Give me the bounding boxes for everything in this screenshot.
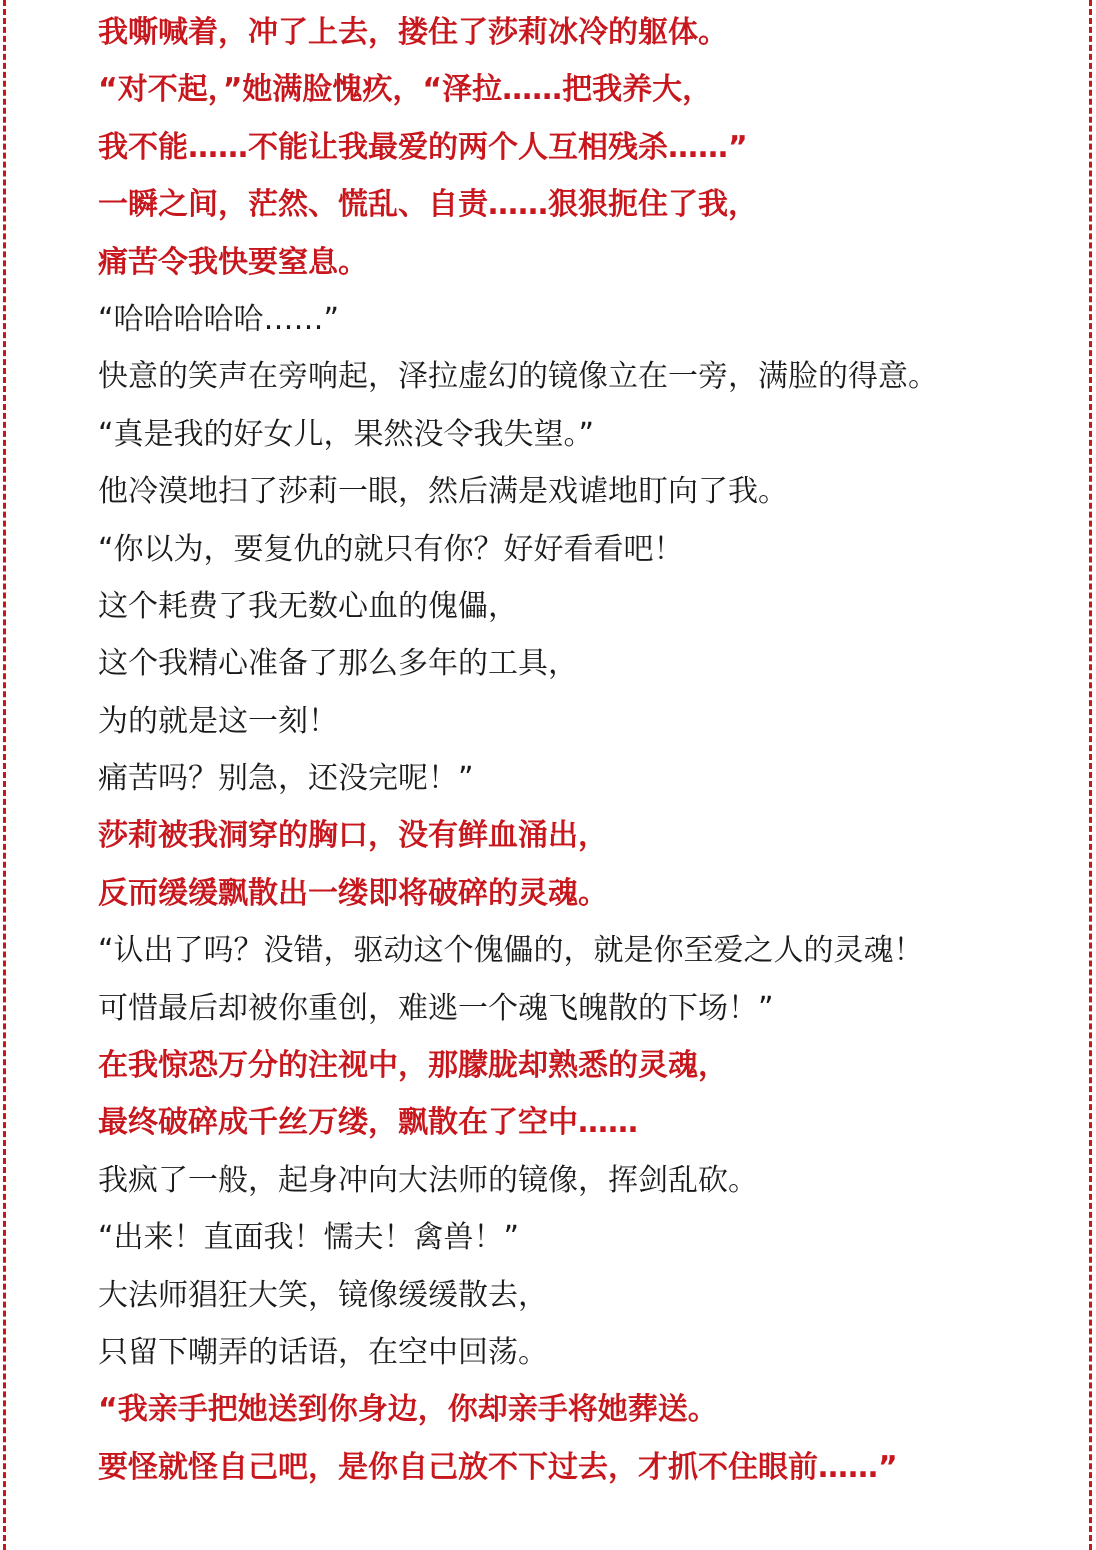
- text-line: 快意的笑声在旁响起，泽拉虚幻的镜像立在一旁，满脸的得意。: [98, 359, 938, 395]
- left-dashed-border: [3, 0, 6, 1550]
- text-line: 大法师猖狂大笑，镜像缓缓散去，: [98, 1277, 548, 1313]
- text-line: 要怪就怪自己吧，是你自己放不下过去，才抓不住眼前……”: [98, 1449, 898, 1485]
- text-line: “真是我的好女儿，果然没令我失望。”: [98, 416, 595, 452]
- text-line: 这个耗费了我无数心血的傀儡，: [98, 588, 518, 624]
- text-line: 痛苦令我快要窒息。: [98, 244, 368, 280]
- text-line: “认出了吗？没错，驱动这个傀儡的，就是你至爱之人的灵魂！: [98, 933, 924, 969]
- text-line: 痛苦吗？别急，还没完呢！”: [98, 761, 474, 797]
- text-line: 我疯了一般，起身冲向大法师的镜像，挥剑乱砍。: [98, 1162, 758, 1198]
- text-line: 我不能……不能让我最爱的两个人互相残杀……”: [98, 129, 748, 165]
- text-line: 在我惊恐万分的注视中，那朦胧却熟悉的灵魂，: [98, 1048, 728, 1084]
- text-line: 反而缓缓飘散出一缕即将破碎的灵魂。: [98, 875, 608, 911]
- text-line: 他冷漠地扫了莎莉一眼，然后满是戏谑地盯向了我。: [98, 474, 788, 510]
- text-line: 只留下嘲弄的话语，在空中回荡。: [98, 1334, 548, 1370]
- text-line: 可惜最后却被你重创，难逃一个魂飞魄散的下场！”: [98, 990, 774, 1026]
- story-text: [98, 4, 1058, 1496]
- text-line: 一瞬之间，茫然、慌乱、自责……狠狠扼住了我，: [98, 187, 758, 223]
- right-dashed-border: [1089, 0, 1092, 1550]
- text-line: 这个我精心准备了那么多年的工具，: [98, 646, 578, 682]
- text-line: 我嘶喊着，冲了上去，搂住了莎莉冰冷的躯体。: [98, 15, 728, 50]
- text-line: “对不起，”她满脸愧疚，“泽拉……把我养大，: [98, 72, 713, 108]
- text-line: “出来！直面我！懦夫！禽兽！”: [98, 1220, 520, 1256]
- text-line: 最终破碎成千丝万缕，飘散在了空中……: [98, 1105, 638, 1141]
- text-line: “哈哈哈哈哈……”: [98, 301, 340, 337]
- text-line: 莎莉被我洞穿的胸口，没有鲜血涌出，: [98, 818, 608, 854]
- text-line: “我亲手把她送到你身边，你却亲手将她葬送。: [98, 1392, 718, 1428]
- text-line: “你以为，要复仇的就只有你？好好看看吧！: [98, 531, 684, 567]
- text-line: 为的就是这一刻！: [98, 703, 338, 739]
